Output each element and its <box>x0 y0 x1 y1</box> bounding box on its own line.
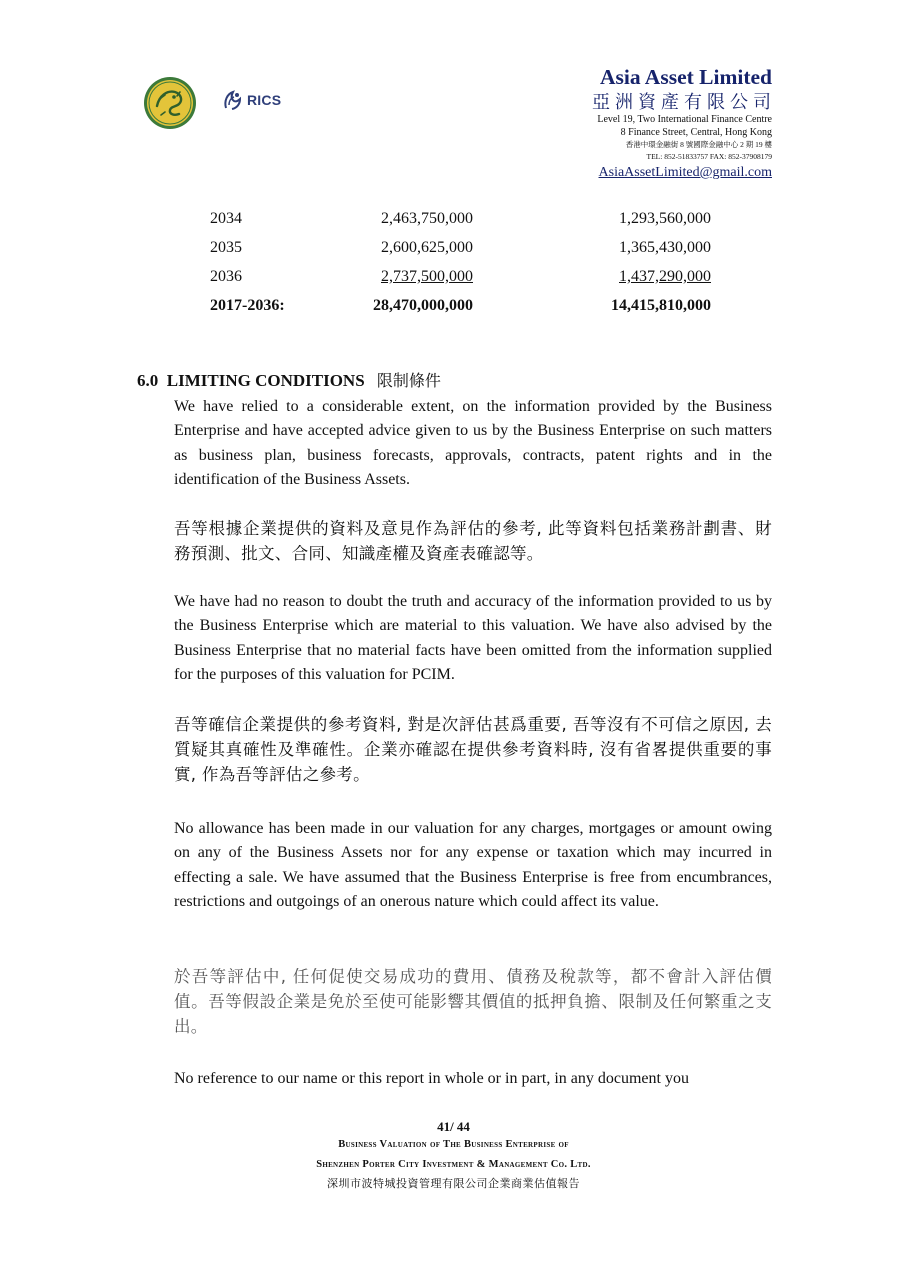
dragon-seal-logo <box>143 76 197 130</box>
footer-report-title-zh: 深圳市波特城投資管理有限公司企業商業估值報告 <box>327 1177 580 1190</box>
section-heading <box>137 369 441 393</box>
table-cell-year: 2034 <box>210 210 242 227</box>
paragraph-reliance-en: We have relied to a considerable extent, on the information provided by the Business Enterprise and have accepted advice given to us by the Business Enterprise on such matters as business plan, business forecasts, approvals, contracts, patent rights and in the identification of the Business Assets. <box>174 398 772 488</box>
total-value-2: 14,415,810,000 <box>611 297 711 314</box>
paragraph-accuracy-zh: 吾等確信企業提供的參考資料, 對是次評估甚爲重要, 吾等沒有不可信之原因, 去質疑其真確性及準確性。企業亦確認在提供參考資料時, 沒有省畧提供重要的事實, 作為吾等評估之參考。 <box>174 715 772 784</box>
paragraph-allowance-en: No allowance has been made in our valuation for any charges, mortgages or amount owing on any of the Business Assets nor for any expense or taxation which may incurred in effecting a sale. We have assumed that the Business Enterprise is free from encumbrances, restrictions and outgoings of an onerous nature which could affect its value. <box>174 820 772 910</box>
company-name-en: Asia Asset Limited <box>600 65 772 89</box>
footer-report-title-1: Business Valuation of The Business Enterprise of <box>338 1139 569 1150</box>
page-footer <box>0 1118 907 1193</box>
table-row <box>210 208 720 237</box>
paragraph-reliance-zh: 吾等根據企業提供的資料及意見作為評估的參考, 此等資料包括業務計劃書、財務預測、批文、合同、知識產權及資產表確認等。 <box>174 519 772 563</box>
table-cell-value-1: 2,600,625,000 <box>381 239 473 256</box>
paragraph-accuracy-en: We have had no reason to doubt the truth and accuracy of the information provided to us by the Business Enterprise which are material to this valuation. We have also advised by the Business Enterprise that no material facts have been omitted from the information supplied for the purposes of this valuation for PCIM. <box>174 593 772 683</box>
paragraph-allowance-zh: 於吾等評估中, 任何促使交易成功的費用、債務及稅款等，都不會計入評估價值。吾等假設企業是免於至使可能影響其價值的抵押負擔、限制及任何繁重之支出。 <box>174 967 772 1036</box>
table-row <box>210 237 720 266</box>
table-cell-year: 2036 <box>210 268 242 285</box>
section-number: 6.0 <box>137 371 159 390</box>
address-line-zh: 香港中環金融街 8 號國際金融中心 2 期 19 樓 <box>625 140 772 149</box>
rics-logo <box>222 88 281 112</box>
table-row <box>210 266 720 295</box>
table-cell-value-2: 1,365,430,000 <box>619 239 711 256</box>
table-cell-value-1: 2,463,750,000 <box>381 210 473 227</box>
page-number: 41/ 44 <box>437 1119 470 1134</box>
address-line-1: Level 19, Two International Finance Centre <box>597 114 772 125</box>
paragraph-reference-en: No reference to our name or this report in whole or in part, in any document you <box>174 1070 689 1087</box>
section-title-en: LIMITING CONDITIONS <box>166 371 365 390</box>
contact-line: TEL: 852-51833757 FAX: 852-37908179 <box>646 152 772 161</box>
dragon-seal-icon <box>143 76 197 130</box>
table-total-row <box>210 295 720 324</box>
company-letterhead <box>592 64 776 181</box>
company-name-zh: 亞洲資產有限公司 <box>592 92 776 112</box>
footer-report-title-2: Shenzhen Porter City Investment & Management Co. Ltd. <box>316 1159 591 1170</box>
address-line-2: 8 Finance Street, Central, Hong Kong <box>620 126 772 138</box>
projection-table <box>210 208 720 324</box>
table-cell-value-2: 1,293,560,000 <box>619 210 711 227</box>
total-value-1: 28,470,000,000 <box>373 297 473 314</box>
table-cell-value-1: 2,737,500,000 <box>381 268 473 285</box>
rics-label: RICS <box>247 92 282 108</box>
table-cell-year: 2035 <box>210 239 242 256</box>
section-title-zh: 限制條件 <box>376 371 441 390</box>
table-cell-value-2: 1,437,290,000 <box>619 268 711 285</box>
company-email-link[interactable]: AsiaAssetLimited@gmail.com <box>598 165 772 180</box>
rics-emblem-icon <box>222 89 244 111</box>
total-label: 2017-2036: <box>210 297 285 314</box>
